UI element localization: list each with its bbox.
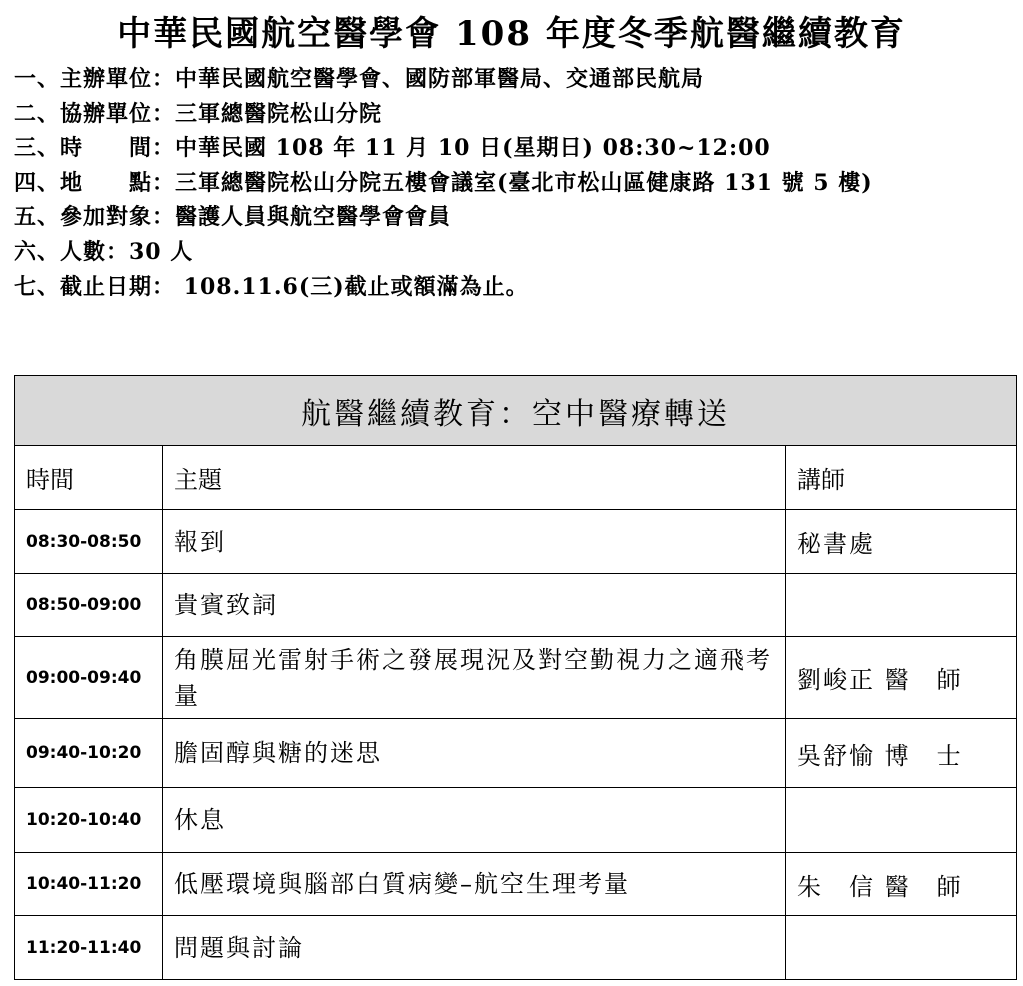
row-time: 10:40-11:20 [15, 853, 163, 916]
row-topic: 貴賓致詞 [163, 574, 786, 637]
info-audience: 五、參加對象：醫護人員與航空醫學會會員 [14, 204, 452, 231]
row-time: 09:40-10:20 [15, 719, 163, 788]
header-time: 時間 [15, 446, 163, 510]
info-deadline: 七、截止日期： 108.11.6(三)截止或額滿為止。 [14, 273, 529, 300]
row-topic: 報到 [163, 510, 786, 574]
row-time: 08:50-09:00 [15, 574, 163, 637]
table-row [15, 719, 1017, 788]
row-speaker: 秘書處 [786, 510, 1017, 574]
table-row [15, 574, 1017, 637]
event-info [14, 62, 1014, 304]
info-capacity: 六、人數：30 人 [14, 238, 194, 265]
info-co-organizer: 二、協辦單位：三軍總醫院松山分院 [14, 100, 383, 127]
table-row [15, 637, 1017, 719]
row-speaker [786, 574, 1017, 637]
info-time: 三、時 間：中華民國 108 年 11 月 10 日(星期日) 08:30~12:00 [14, 135, 771, 162]
program-table [14, 375, 1017, 980]
table-header-row [15, 446, 1017, 510]
row-topic: 角膜屈光雷射手術之發展現況及對空勤視力之適飛考量 [163, 637, 786, 719]
row-time: 10:20-10:40 [15, 788, 163, 853]
table-row [15, 916, 1017, 980]
program-banner: 航醫繼續教育：空中醫療轉送 [15, 376, 1017, 446]
row-topic: 低壓環境與腦部白質病變–航空生理考量 [163, 853, 786, 916]
row-speaker: 劉峻正 醫 師 [786, 637, 1017, 719]
program-banner-row [15, 376, 1017, 446]
table-row [15, 788, 1017, 853]
info-organizer: 一、主辦單位：中華民國航空醫學會、國防部軍醫局、交通部民航局 [14, 66, 705, 92]
row-topic: 問題與討論 [163, 916, 786, 980]
row-time: 08:30-08:50 [15, 510, 163, 574]
header-speaker: 講師 [786, 446, 1017, 510]
row-speaker: 吳舒愉 博 士 [786, 719, 1017, 788]
table-row [15, 853, 1017, 916]
header-topic: 主題 [163, 446, 786, 510]
row-speaker: 朱 信 醫 師 [786, 853, 1017, 916]
document-title: 中華民國航空醫學會 108 年度冬季航醫繼續教育 [117, 14, 906, 54]
row-topic: 膽固醇與糖的迷思 [163, 719, 786, 788]
row-topic: 休息 [163, 788, 786, 853]
row-speaker [786, 916, 1017, 980]
row-speaker [786, 788, 1017, 853]
table-row [15, 510, 1017, 574]
row-time: 09:00-09:40 [15, 637, 163, 719]
info-location: 四、地 點：三軍總醫院松山分院五樓會議室(臺北市松山區健康路 131 號 5 樓) [14, 169, 873, 196]
row-time: 11:20-11:40 [15, 916, 163, 980]
